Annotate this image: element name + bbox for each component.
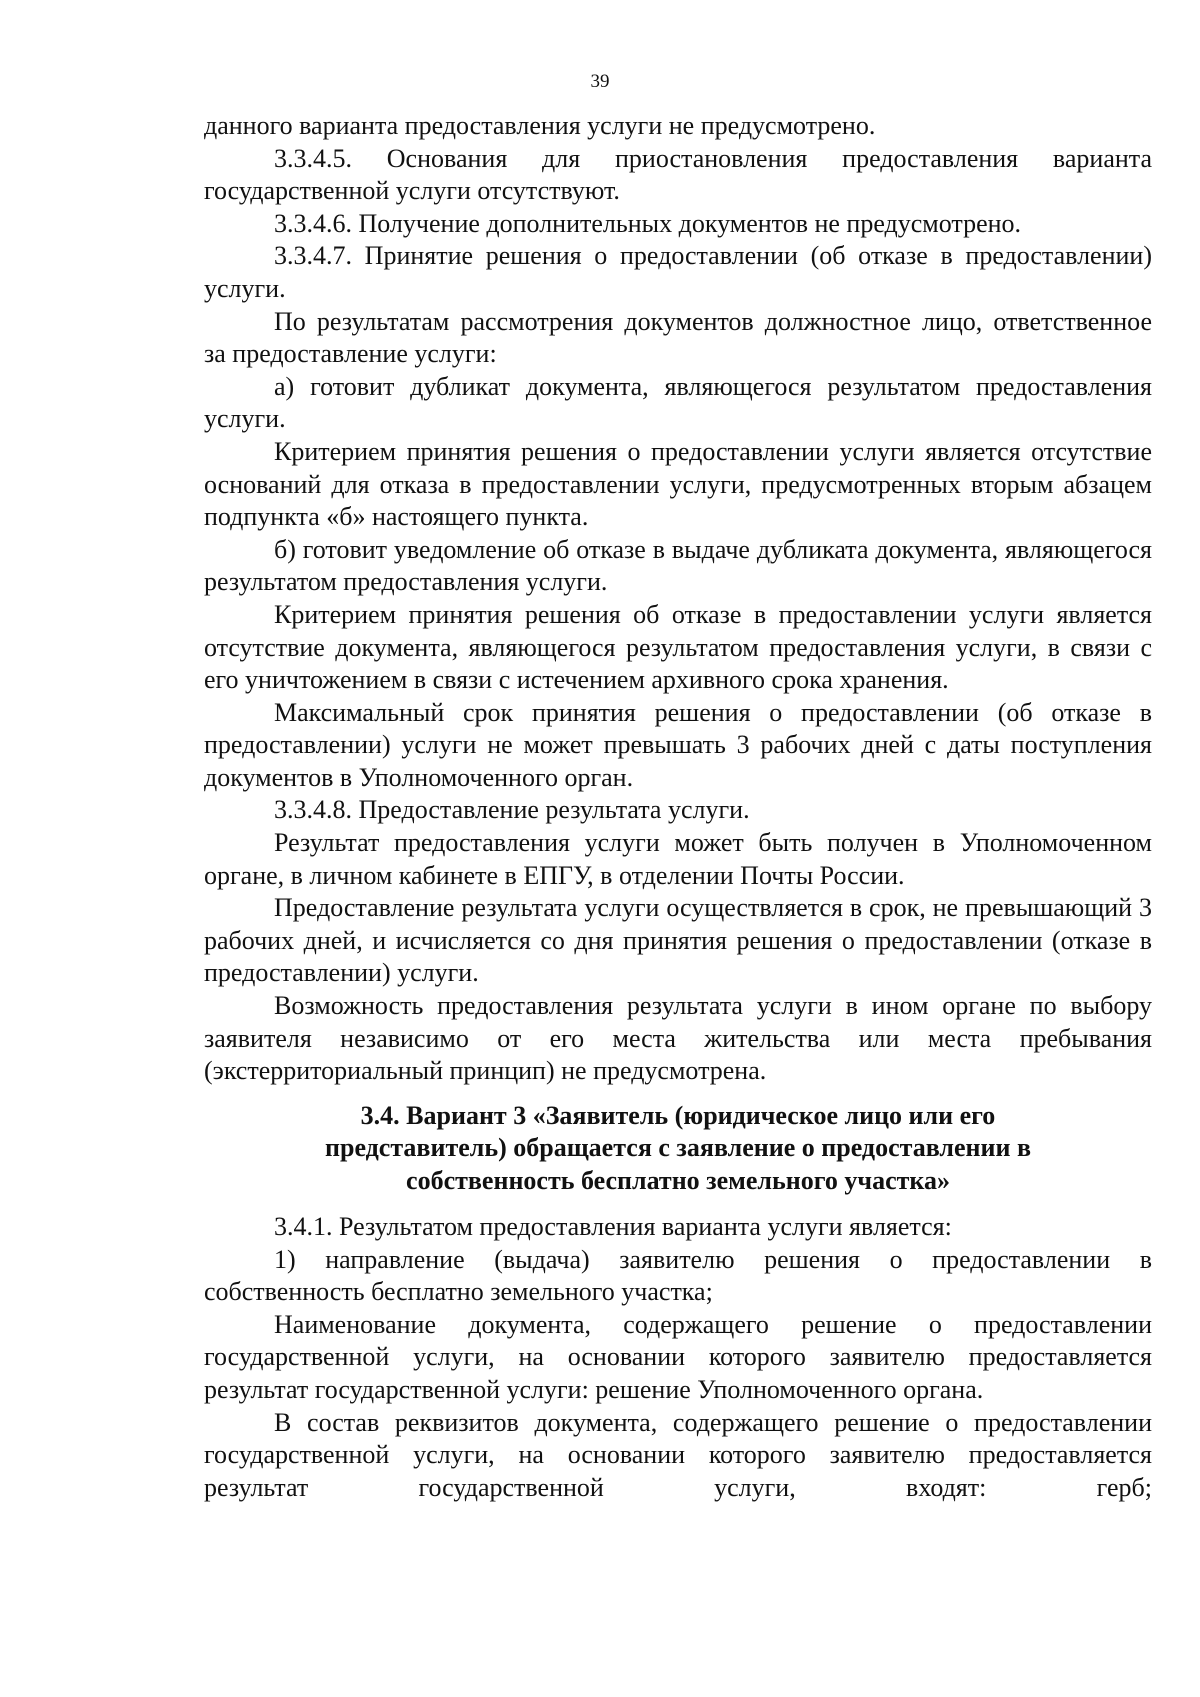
paragraph: По результатам рассмотрения документов должностное лицо, ответственное за предоставление услуги: [204,306,1152,369]
paragraph: Наименование документа, содержащего решение о предоставлении государственной услуги, на основании которого заявителю предоставляется результат государственной услуги: решение Уполномоченного органа. [204,1309,1152,1404]
paragraph: 3.3.4.5. Основания для приостановления предоставления варианта государственной услуги отсутствуют. [204,143,1152,206]
heading-line: представитель) обращается с заявление о предоставлении в [325,1133,1031,1163]
document-body [204,110,1152,1504]
paragraph: а) готовит дубликат документа, являющегося результатом предоставления услуги. [204,371,1152,434]
paragraph: Предоставление результата услуги осуществляется в срок, не превышающий 3 рабочих дней, и исчисляется со дня принятия решения о предоставлении (отказе в предоставлении) услуги. [204,893,1152,988]
paragraph: данного варианта предоставления услуги не предусмотрено. [204,111,876,140]
paragraph: Критерием принятия решения об отказе в предоставлении услуги является отсутствие документа, являющегося результатом предоставления услуги, в связи с его уничтожением в связи с истечением архивного срока хранения. [204,599,1152,695]
paragraph: 3.3.4.6. Получение дополнительных документов не предусмотрено. [274,208,1022,238]
section-heading-3-4 [204,1100,1152,1197]
paragraph: Критерием принятия решения о предоставлении услуги является отсутствие оснований для отказа в предоставлении услуги, предусмотренных вторым абзацем подпункта «б» настоящего пункта. [204,436,1152,532]
paragraph: 3.4.1. Результатом предоставления варианта услуги является: [274,1212,952,1242]
paragraph: Результат предоставления услуги может быть получен в Уполномоченном органе, в личном кабинете в ЕПГУ, в отделении Почты России. [204,828,1152,890]
paragraph: 3.3.4.8. Предоставление результата услуги. [274,795,750,825]
page-number: 39 [590,71,610,92]
paragraph: Возможность предоставления результата услуги в ином органе по выбору заявителя независимо от его места жительства или места пребывания (экстерриториальный принцип) не предусмотрена. [204,991,1152,1086]
heading-line: собственность бесплатно земельного участка» [406,1165,950,1195]
section-3-4-body [204,1211,1152,1504]
paragraph: б) готовит уведомление об отказе в выдаче дубликата документа, являющегося результатом предоставления услуги. [204,534,1152,597]
heading-line: 3.4. Вариант 3 «Заявитель (юридическое лицо или его [360,1100,996,1130]
paragraph: 3.3.4.7. Принятие решения о предоставлении (об отказе в предоставлении) услуги. [204,241,1152,303]
paragraph: В состав реквизитов документа, содержащего решение о предоставлении государственной услуги, на основании которого заявителю предоставляется результат государственной услуги, входят: герб; [204,1407,1152,1502]
paragraph: 1) направление (выдача) заявителю решения о предоставлении в собственность бесплатно земельного участка; [204,1244,1152,1307]
paragraph: Максимальный срок принятия решения о предоставлении (об отказе в предоставлении) услуги не может превышать 3 рабочих дней с даты поступления документов в Уполномоченного орган. [204,697,1152,792]
section-3-3-4-continued [204,110,1152,1088]
